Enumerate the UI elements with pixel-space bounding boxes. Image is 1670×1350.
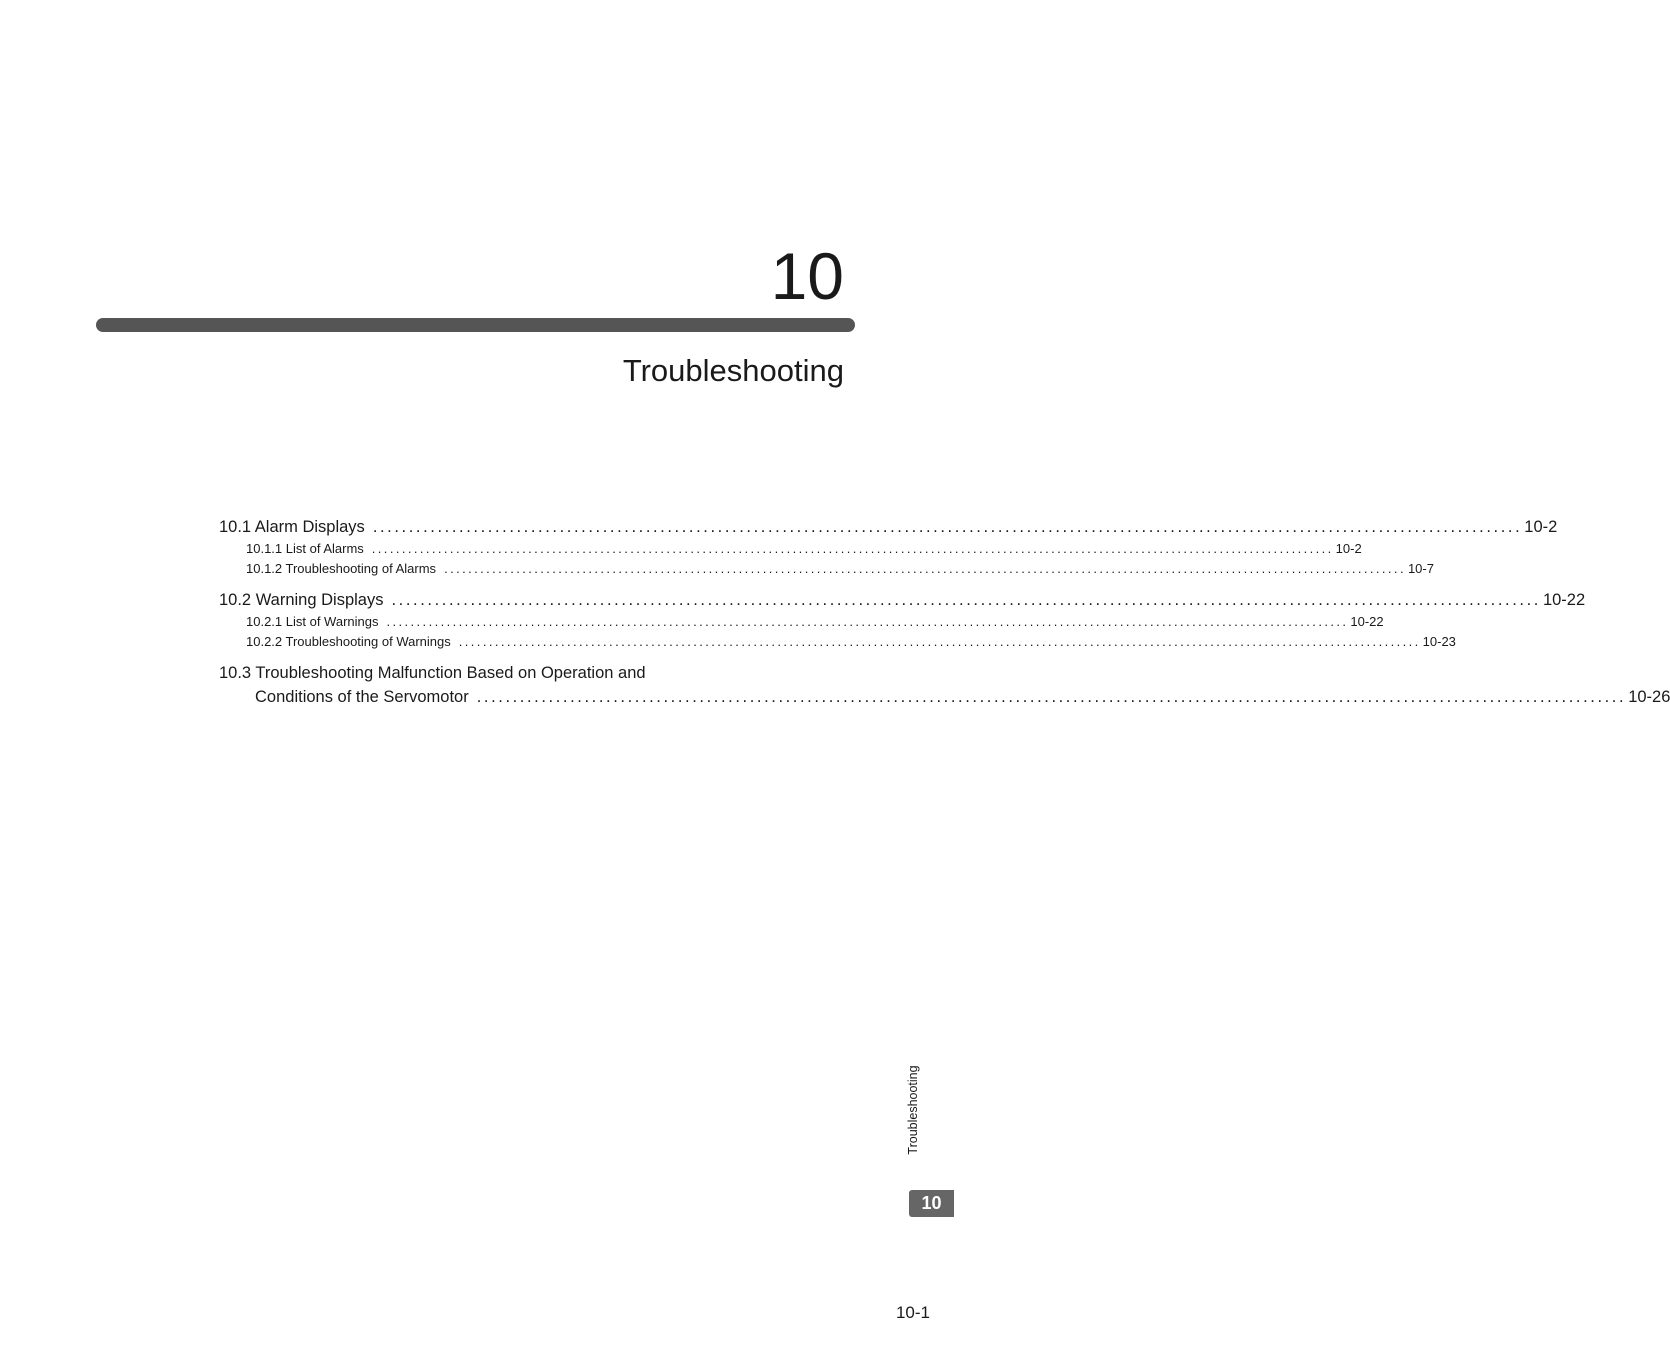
toc-entry-page: 10-2 (1335, 541, 1362, 556)
toc-entry-label: 10.2.1 List of Warnings (246, 614, 379, 629)
toc-leader-dots: ................................................................................................................................................................ (386, 614, 1349, 629)
page-number: 10-1 (895, 1303, 930, 1322)
toc-entry-10-1[interactable] (219, 515, 1558, 539)
toc-entry-10-1-1[interactable] (219, 539, 1362, 559)
toc-entry-10-2[interactable] (219, 588, 1586, 612)
toc-entry-page: 10-22 (1542, 591, 1586, 609)
toc-entry-10-1-2[interactable] (219, 559, 1434, 579)
chapter-divider-bar (96, 318, 855, 332)
toc-entry-label: 10.1 Alarm Displays (219, 518, 365, 536)
chapter-number: 10 (770, 239, 844, 313)
toc-entry-label: 10.1.1 List of Alarms (246, 541, 364, 556)
chapter-title: Troubleshooting (622, 353, 844, 388)
toc-entry-10-2-2[interactable] (219, 632, 1456, 652)
chapter-tab: 10 (909, 1190, 954, 1217)
toc-leader-dots: ................................................................................................................................................................ (476, 688, 1627, 706)
toc-entry-page: 10-22 (1350, 614, 1384, 629)
toc-entry-label: 10.2.2 Troubleshooting of Warnings (246, 634, 451, 649)
toc-entry-10-2-1[interactable] (219, 612, 1384, 632)
table-of-contents (219, 515, 1670, 709)
toc-leader-dots: ................................................................................................................................................................ (372, 518, 1523, 536)
side-chapter-label: Troubleshooting (906, 1065, 920, 1155)
toc-leader-dots: ................................................................................................................................................................ (444, 561, 1406, 576)
toc-entry-10-3-continuation[interactable] (219, 685, 1670, 709)
toc-leader-dots: ................................................................................................................................................................ (371, 541, 1334, 556)
toc-entry-label: 10.1.2 Troubleshooting of Alarms (246, 561, 437, 576)
toc-entry-page: 10-7 (1407, 561, 1434, 576)
toc-entry-10-3[interactable] (219, 661, 845, 685)
toc-entry-label: 10.2 Warning Displays (219, 591, 384, 609)
toc-leader-dots: ................................................................................................................................................................ (458, 634, 1421, 649)
toc-entry-label: Conditions of the Servomotor (255, 688, 469, 706)
toc-leader-dots: ................................................................................................................................................................ (391, 591, 1541, 609)
toc-entry-label: 10.3 Troubleshooting Malfunction Based on Operation and (219, 664, 646, 682)
toc-entry-page: 10-2 (1524, 518, 1558, 536)
toc-entry-page: 10-23 (1422, 634, 1456, 649)
toc-entry-page: 10-26 (1628, 688, 1670, 706)
